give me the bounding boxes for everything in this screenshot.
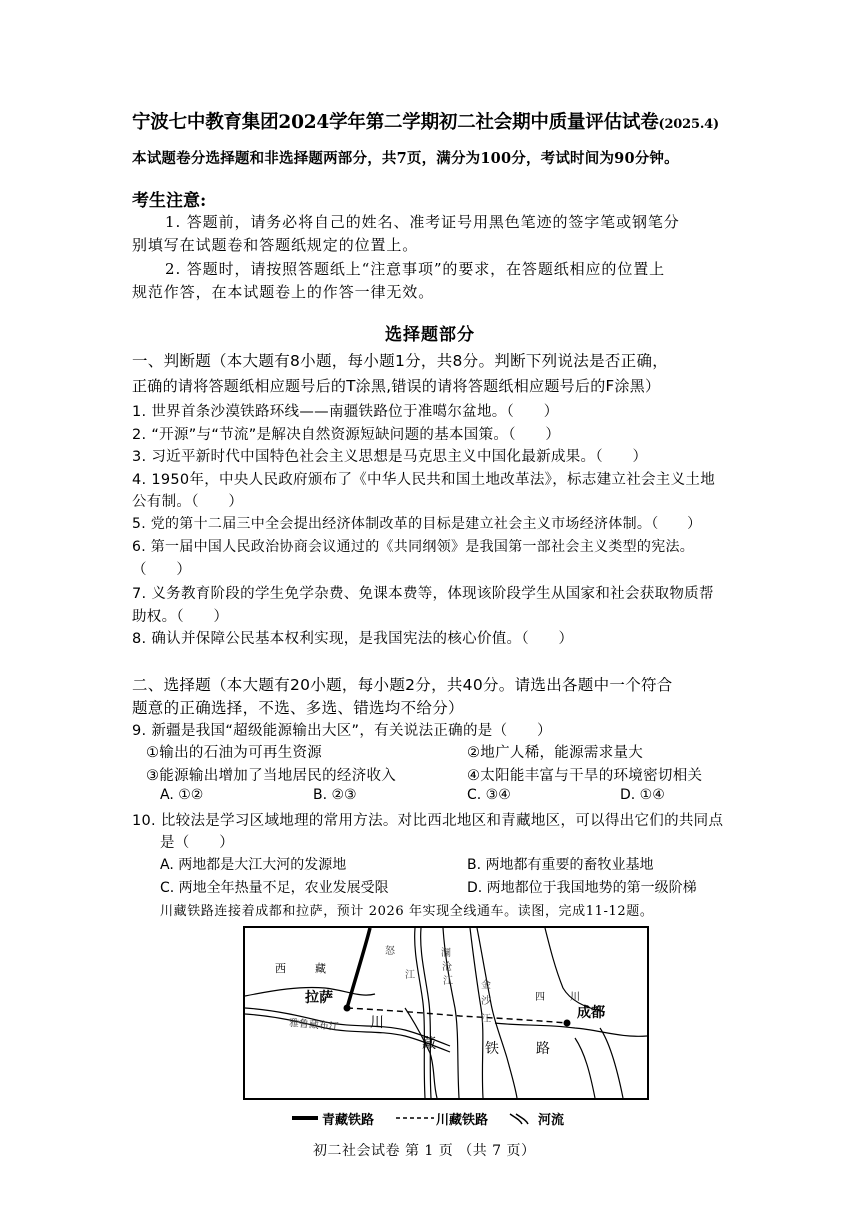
q10-option: C. 两地全年热量不足，农业发展受限	[160, 880, 389, 896]
map-label-lancang-river: 澜	[441, 948, 451, 959]
railway-map	[243, 926, 649, 1100]
map-label-jinsha-river: 金	[481, 980, 491, 991]
page-footer: 初二社会试卷 第 1 页 （共 7 页）	[313, 1143, 536, 1159]
map-legend	[290, 1108, 610, 1128]
part1-heading: 一、判断题（本大题有8小题，每小题1分，共8分。判断下列说法是否正确，	[132, 352, 669, 370]
map-label-chengdu: 成都	[577, 1005, 605, 1021]
notice-line: 规范作答，在本试题卷上的作答一律无效。	[132, 283, 435, 301]
legend-qingzang: 青藏铁路	[322, 1113, 375, 1128]
section-title: 选择题部分	[385, 325, 475, 345]
map-label-railway: 铁	[485, 1041, 499, 1057]
notice-line: 别填写在试题卷和答题纸规定的位置上。	[132, 236, 419, 254]
exam-date: (2025.4)	[658, 117, 719, 132]
judge-question: 8. 确认并保障公民基本权利实现，是我国宪法的核心价值。（ ）	[132, 631, 574, 647]
map-label-tibet: 西	[275, 962, 286, 975]
q9-option: D. ①④	[620, 787, 665, 803]
notice-line: 2. 答题时，请按照答题纸上“注意事项”的要求，在答题纸相应的位置上	[165, 260, 666, 278]
q10-option: B. 两地都有重要的畜牧业基地	[467, 857, 654, 873]
q9-option: C. ③④	[467, 787, 511, 803]
judge-question: 2. “开源”与“节流”是解决自然资源短缺问题的基本国策。（ ）	[132, 427, 561, 443]
judge-question: 助权。（ ）	[132, 609, 229, 625]
notice-line: 1. 答题前，请务必将自己的姓名、准考证号用黑色笔迹的签字笔或钢笔分	[165, 213, 680, 231]
notice-heading: 考生注意:	[132, 191, 207, 211]
q9-stem: 9. 新疆是我国“超级能源输出大区”，有关说法正确的是（ ）	[132, 723, 552, 739]
part2-heading: 题意的正确选择，不选、多选、错选均不给分）	[132, 699, 464, 717]
map-label-sichuan: 川	[570, 992, 580, 1003]
map-label-railway: 藏	[422, 1036, 436, 1052]
part2-heading: 二、选择题（本大题有20小题，每小题2分，共40分。请选出各题中一个符合	[132, 676, 673, 694]
exam-title	[132, 108, 719, 134]
judge-question: 3. 习近平新时代中国特色社会主义思想是马克思主义中国化最新成果。（ ）	[132, 449, 648, 465]
q9-option: B. ②③	[313, 787, 357, 803]
legend-river: 河流	[538, 1113, 565, 1128]
exam-title-text: 宁波七中教育集团2024学年第二学期初二社会期中质量评估试卷	[132, 112, 659, 133]
q9-item: ②地广人稀，能源需求量大	[467, 745, 644, 761]
judge-question: 1. 世界首条沙漠铁路环线——南疆铁路位于准噶尔盆地。（ ）	[132, 404, 559, 420]
legend-chuanzang: 川藏铁路	[436, 1113, 489, 1128]
chuanzang-rail-icon	[394, 1108, 436, 1128]
q10-stem: 是（ ）	[160, 835, 234, 851]
qingzang-rail-icon	[290, 1108, 320, 1128]
q10-option: D. 两地都位于我国地势的第一级阶梯	[467, 880, 697, 896]
q9-item: ①输出的石油为可再生资源	[146, 745, 323, 761]
judge-question: （ ）	[132, 562, 192, 578]
q10-option: A. 两地都是大江大河的发源地	[160, 857, 347, 873]
map-label-lancang-river: 江	[443, 976, 453, 987]
q9-item: ③能源输出增加了当地居民的经济收入	[146, 768, 397, 784]
q10-stem: 10. 比较法是学习区域地理的常用方法。对比西北地区和青藏地区，可以得出它们的共同点	[132, 813, 724, 829]
judge-question: 5. 党的第十二届三中全会提出经济体制改革的目标是建立社会主义市场经济体制。（ ）	[132, 516, 702, 532]
map-label-railway: 路	[536, 1041, 550, 1057]
part1-heading: 正确的请将答题纸相应题号后的T涂黑,错误的请将答题纸相应题号后的F涂黑）	[132, 377, 661, 395]
exam-intro: 本试题卷分选择题和非选择题两部分，共7页，满分为100分，考试时间为90分钟。	[132, 150, 679, 167]
judge-question: 4. 1950年，中央人民政府颁布了《中华人民共和国土地改革法》，标志建立社会主义土地	[132, 472, 715, 488]
map-label-yarlung-river: 雅鲁藏布江	[288, 1017, 340, 1034]
map-label-sichuan: 四	[535, 992, 545, 1003]
map-label-jinsha-river: 沙	[481, 996, 491, 1007]
map-label-jinsha-river: 江	[481, 1014, 491, 1025]
q9-option: A. ①②	[160, 787, 204, 803]
judge-question: 7. 义务教育阶段的学生免学杂费、免课本费等，体现该阶段学生从国家和社会获取物质帮	[132, 586, 714, 602]
map-label-lhasa: 拉萨	[305, 990, 333, 1006]
q9-item: ④太阳能丰富与干旱的环境密切相关	[467, 768, 703, 784]
map-label-nu-river: 怒	[385, 946, 395, 957]
map-label-nu-river: 江	[405, 970, 415, 981]
map-label-lancang-river: 沧	[442, 962, 452, 973]
judge-question: 公有制。（ ）	[132, 494, 244, 510]
judge-question: 6. 第一届中国人民政治协商会议通过的《共同纲领》是我国第一部社会主义类型的宪法。	[132, 539, 695, 555]
map-label-railway: 川	[370, 1015, 384, 1031]
river-icon	[508, 1108, 532, 1128]
map-caption: 川藏铁路连接着成都和拉萨，预计 2026 年实现全线通车。读图，完成11-12题。	[160, 904, 654, 919]
map-label-tibet: 藏	[315, 962, 326, 975]
